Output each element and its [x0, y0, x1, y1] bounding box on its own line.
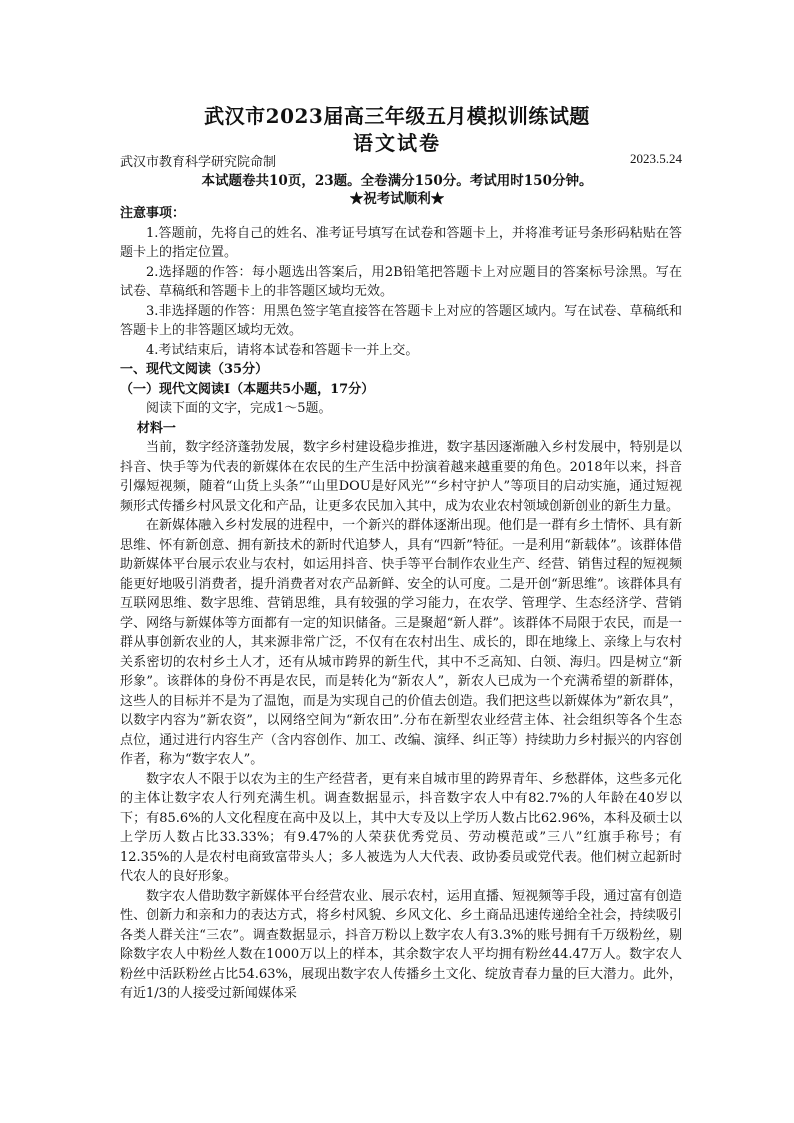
exam-body [120, 204, 682, 1004]
passage-paragraph: 当前，数字经济蓬勃发展，数字乡村建设稳步推进，数字基因逐渐融入乡村发展中，特别是以抖音、快手等为代表的新媒体在农民的生产生活中扮演着越来越重要的角色。2018年以来，抖音引爆短视频，随着“山货上头条”“山里DOU是好风光”“乡村守护人”等项目的启动实施，通过短视频形式传播乡村风景文化和产品，让更多农民加入其中，成为农业农村领域创新创业的新生力量。 [120, 440, 682, 514]
issuer: 武汉市教育科学研究院命制 [120, 155, 277, 170]
note-item: 2.选择题的作答：每小题选出答案后，用2B铅笔把答题卡上对应题目的答案标号涂黑。写在试卷、草稿纸和答题卡上的非答题区域均无效。 [120, 264, 682, 299]
exam-subtitle: 语文试卷 [353, 131, 441, 155]
notes-heading: 注意事项： [120, 206, 186, 221]
passage-paragraph: 数字农人借助数字新媒体平台经营农业、展示农村，运用直播、短视频等手段，通过富有创造性、创新力和亲和力的表达方式，将乡村风貌、乡风文化、乡土商品迅速传递给全社会，持续吸引各类人群关注“三农”。调查数据显示，抖音万粉以上数字农人有3.3%的账号拥有千万级粉丝，剔除数字农人中粉丝人数在1000万以上的样本，其余数字农人平均拥有粉丝44.47万人。数字农人粉丝中活跃粉丝占比54.63%，展现出数字农人传播乡土文化、绽放青春力量的巨大潜力。此外，有近1/3的人接受过新闻媒体采 [120, 888, 682, 1001]
exam-info: 本试题卷共10页，23题。全卷满分150分。考试用时150分钟。 [201, 173, 593, 189]
notes-section [120, 204, 682, 360]
note-item: 1.答题前，先将自己的姓名、准考证号填写在试卷和答题卡上，并将准考证号条形码粘贴在答题卡上的指定位置。 [120, 225, 682, 260]
note-item: 4.考试结束后，请将本试卷和答题卡一并上交。 [146, 342, 419, 358]
good-luck-line: ★祝考试顺利★ [349, 191, 445, 207]
note-item: 3.非选择题的作答：用黑色签字笔直接答在答题卡上对应的答题区域内。写在试卷、草稿纸和答题卡上的非答题区域均无效。 [120, 303, 682, 338]
reading-instruction: 阅读下面的文字，完成1～5题。 [146, 401, 332, 416]
section-heading: 一、现代文阅读（35分） [120, 362, 269, 377]
sub-section-heading: （一）现代文阅读Ⅰ（本题共5小题，17分） [120, 381, 375, 397]
exam-title: 武汉市2023届高三年级五月模拟训练试题 [204, 104, 590, 128]
material-label: 材料一 [136, 420, 176, 436]
exam-date: 2023.5.24 [630, 151, 682, 166]
passage-paragraph: 在新媒体融入乡村发展的进程中，一个新兴的群体逐渐出现。他们是一群有乡土情怀、具有新思维、怀有新创意、拥有新技术的新时代追梦人，具有“四新”特征。一是利用“新载体”。该群体借助新媒体平台展示农业与农村，如运用抖音、快手等平台制作农业生产、经营、销售过程的短视频能更好地吸引消费者，提升消费者对农产品新鲜、安全的认可度。二是开创“新思维”。该群体具有互联网思维、数字思维、营销思维，具有较强的学习能力，在农学、管理学、生态经济学、营销学、网络与新媒体等方面都有一定的知识储备。三是聚超“新人群”。该群体不局限于农民，而是一群从事创新农业的人，其来源非常广泛，不仅有在农村出生、成长的，即在地缘上、亲缘上与农村关系密切的农村乡土人才，还有从城市跨界的新生代，其中不乏高知、白领、海归。四是树立“新形象”。该群体的身份不再是农民，而是转化为“新农人”，新农人已成为一个充满希望的新群体，这些人的目标并不是为了温饱，而是为实现自己的价值去创造。我们把这些以新媒体为”新农具”，以数字内容为”新农资”，以网络空间为“新农田”.分布在新型农业经营主体、社会组织等各个生态点位，通过进行内容生产（含内容创作、加工、改编、演绎、纠正等）持续助力乡村振兴的内容创作者，称为“数字农人”。 [120, 518, 682, 767]
passage-paragraph: 数字农人不限于以农为主的生产经营者，更有来自城市里的跨界青年、乡愁群体，这些多元化的主体让数字农人行列充满生机。调查数据显示，抖音数字农人中有82.7%的人年龄在40岁以下；有85.6%的人文化程度在高中及以上，其中大专及以上学历人数占比62.96%，本科及硕士以上学历人数占比33.33%；有9.47%的人荣获优秀党员、劳动模范或”三八”红旗手称号；有12.35%的人是农村电商致富带头人；多人被选为人大代表、政协委员或党代表。他们树立起新时代农人的良好形象。 [120, 771, 682, 884]
